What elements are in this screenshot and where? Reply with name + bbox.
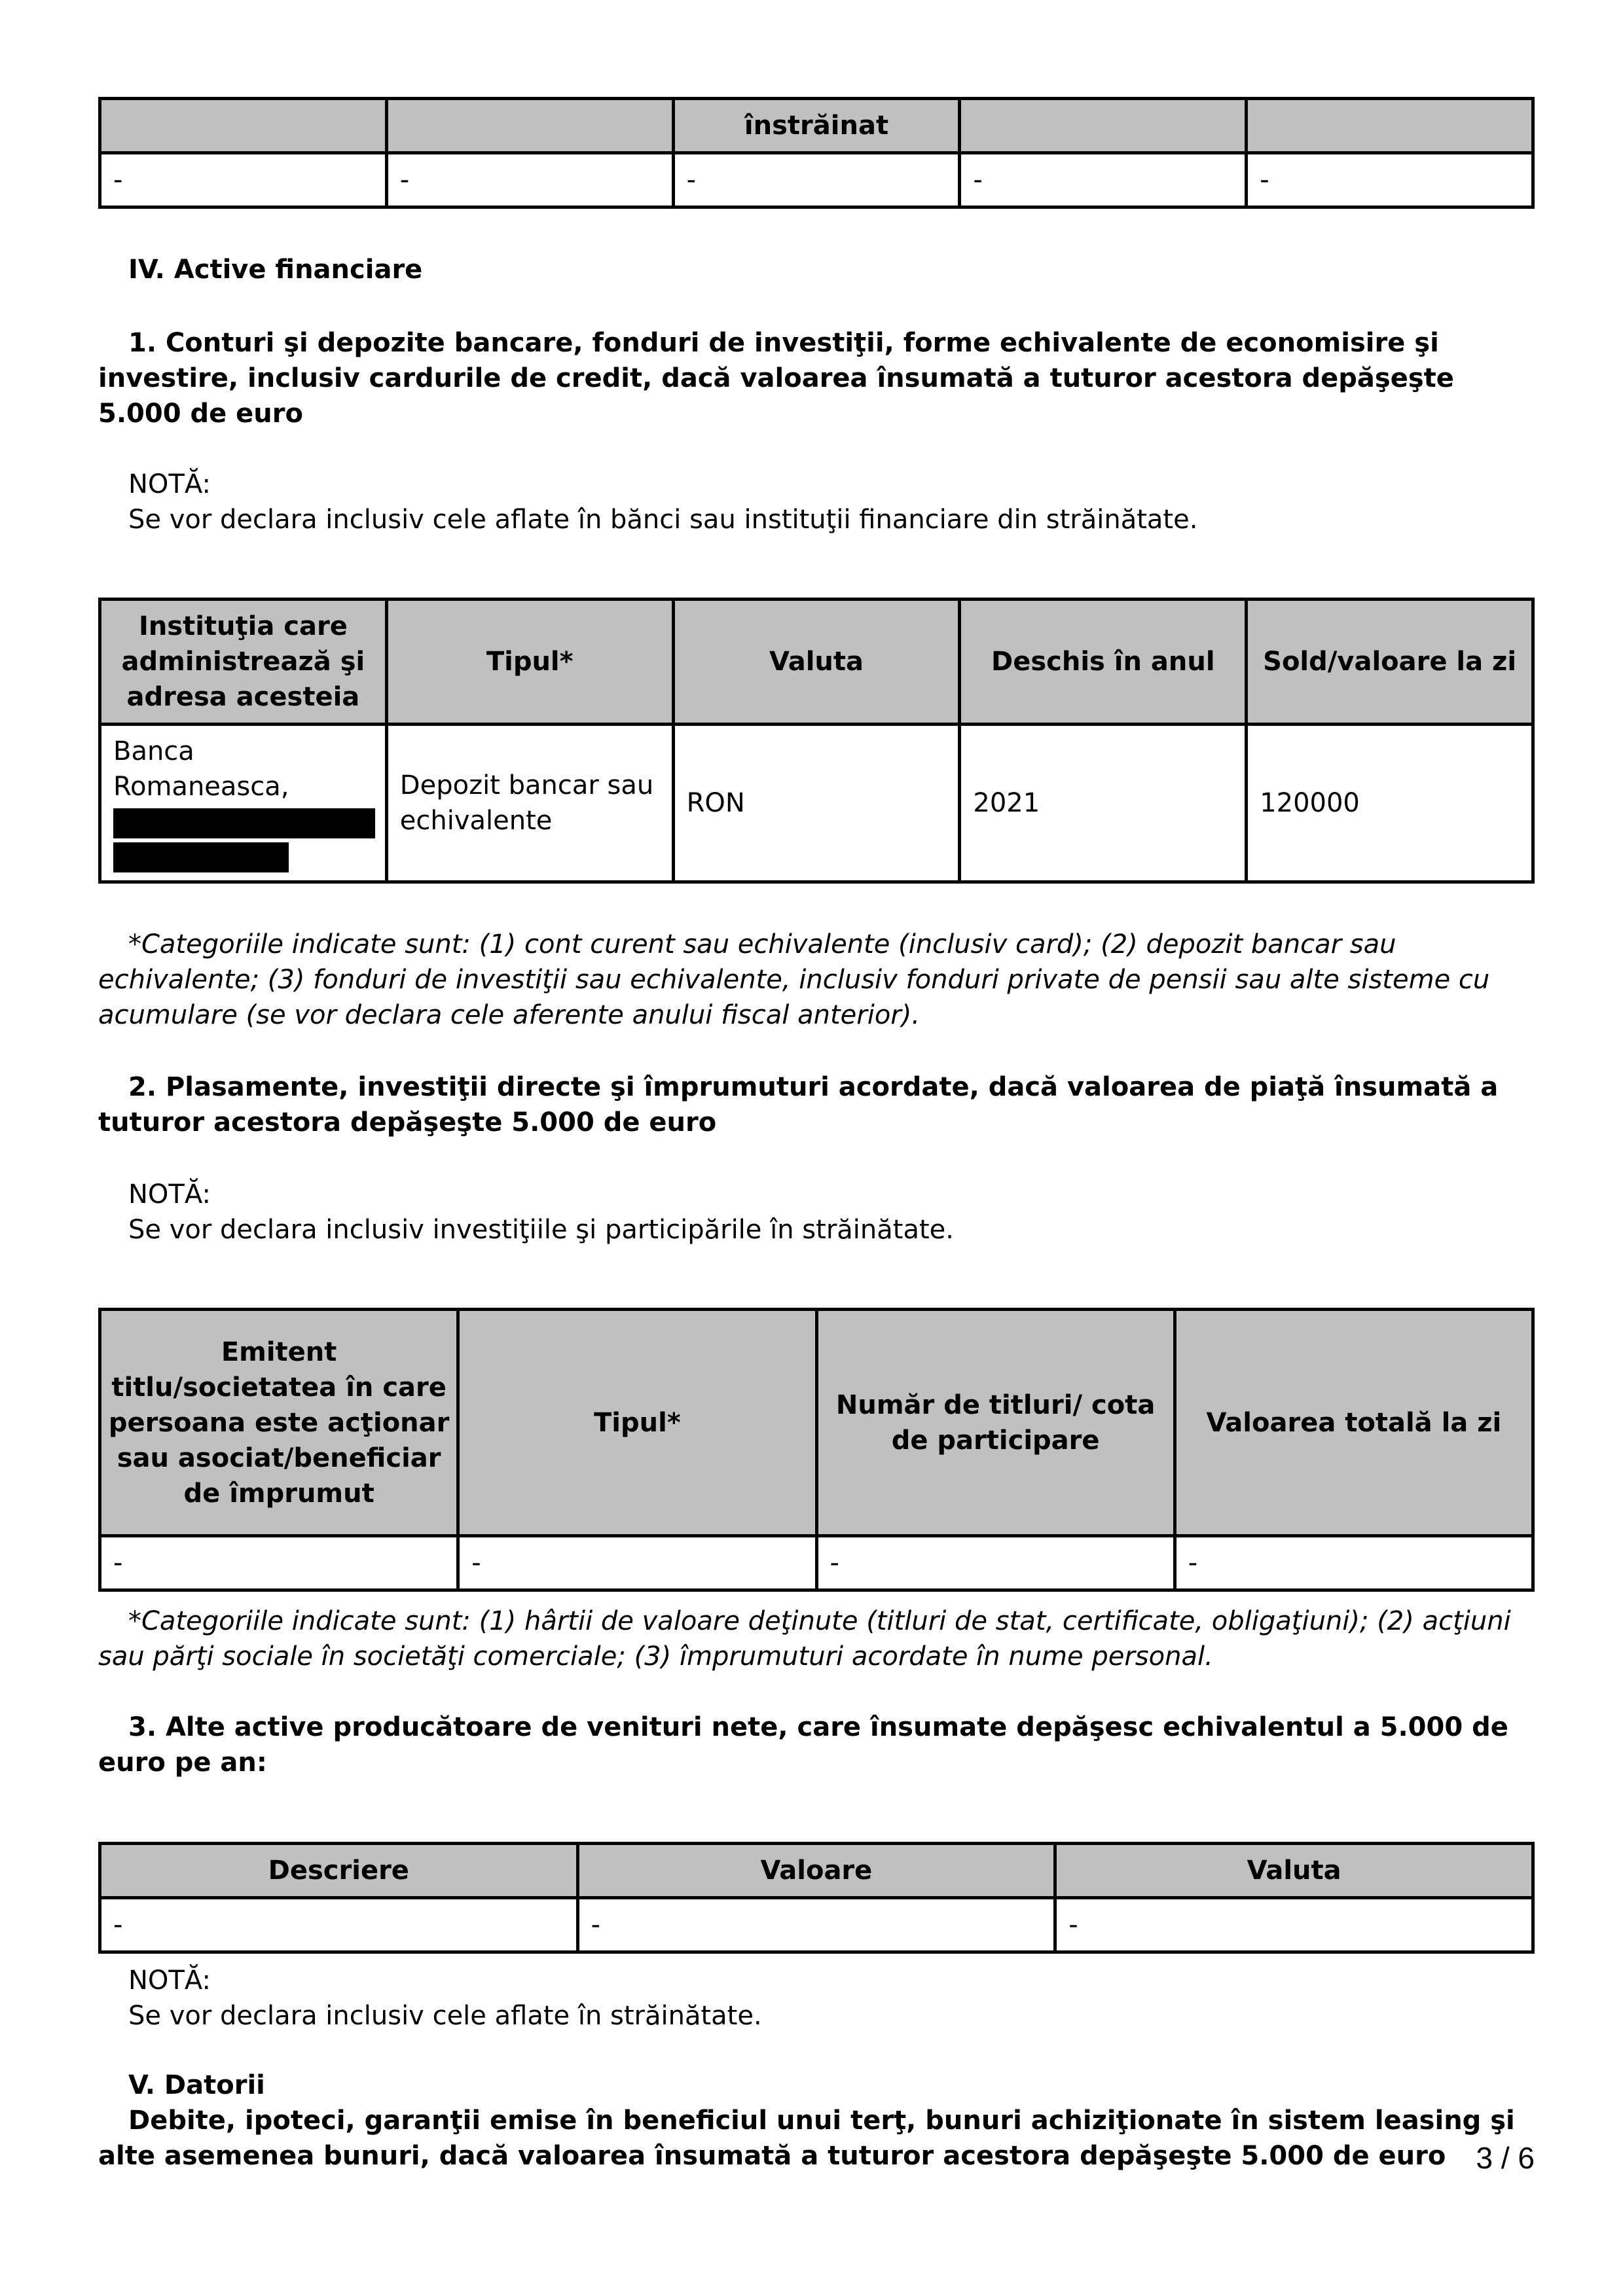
other-assets-table bbox=[98, 1842, 1535, 1954]
table-header-cell: Valoare bbox=[577, 1844, 1055, 1898]
table-header-cell: Tipul* bbox=[458, 1310, 816, 1536]
note-label: NOTĂ: bbox=[128, 1965, 211, 1996]
table-header-cell bbox=[386, 99, 673, 153]
table-header-cell bbox=[1247, 99, 1533, 153]
note-label: NOTĂ: bbox=[128, 1179, 211, 1210]
table-header-cell: Tipul* bbox=[386, 600, 673, 725]
balance-cell: 120000 bbox=[1247, 725, 1533, 882]
item2-footnote: *Categoriile indicate sunt: (1) hârtii de valoare deţinute (titluri de stat, certificate, obligaţiuni); (2) acţiuni sau părţi sociale în societăţi comerciale; (3) împrumuturi acordate în nume personal. bbox=[98, 1606, 1511, 1672]
note-label: NOTĂ: bbox=[128, 469, 211, 499]
type-cell: Depozit bancar sau echivalente bbox=[386, 725, 673, 882]
page-number: 3 / 6 bbox=[1476, 2141, 1535, 2175]
institution-cell bbox=[100, 725, 387, 882]
institution-name: Banca Romaneasca, bbox=[113, 736, 289, 802]
document-page bbox=[98, 97, 1535, 2174]
section5-text: Debite, ipoteci, garanţii emise în beneficiul unui terţ, bunuri achiziţionate în sistem leasing şi alte asemenea bunuri, dacă valoarea însumată a tuturor acestora depăşeşte 5.000 de euro bbox=[98, 2106, 1515, 2171]
item1-note: Se vor declara inclusiv cele aflate în bănci sau instituţii financiare din străinătate. bbox=[128, 505, 1198, 535]
table-header-cell: Instituţia care administrează şi adresa acesteia bbox=[100, 600, 387, 725]
currency-cell: RON bbox=[673, 725, 960, 882]
item3-note: Se vor declara inclusiv cele aflate în străinătate. bbox=[128, 2001, 762, 2031]
redaction-bar bbox=[113, 842, 289, 872]
item2-note: Se vor declara inclusiv investiţiile şi participările în străinătate. bbox=[128, 1215, 954, 1245]
table-header-cell bbox=[960, 99, 1247, 153]
table-header-cell: înstrăinat bbox=[673, 99, 960, 153]
table-cell: - bbox=[673, 153, 960, 207]
investments-table bbox=[98, 1308, 1535, 1592]
year-cell: 2021 bbox=[960, 725, 1247, 882]
table-header-cell: Valuta bbox=[1055, 1844, 1533, 1898]
table-cell: - bbox=[960, 153, 1247, 207]
bank-accounts-table bbox=[98, 598, 1535, 884]
item3-title: 3. Alte active producătoare de venituri nete, care însumate depăşesc echivalentul a 5.000 de euro pe an: bbox=[98, 1712, 1508, 1778]
table-header-cell bbox=[100, 99, 387, 153]
section-title-active-financiare: IV. Active financiare bbox=[128, 255, 423, 285]
table-header-cell: Sold/valoare la zi bbox=[1247, 600, 1533, 725]
table-cell: - bbox=[386, 153, 673, 207]
section-title-datorii: V. Datorii bbox=[128, 2070, 265, 2100]
table-cell: - bbox=[1247, 153, 1533, 207]
table-header-cell: Număr de titluri/ cota de participare bbox=[816, 1310, 1175, 1536]
redaction-bar bbox=[113, 808, 375, 838]
item1-footnote: *Categoriile indicate sunt: (1) cont curent sau echivalente (inclusiv card); (2) depozit bancar sau echivalente; (3) fonduri de investiţii sau echivalente, inclusiv fonduri private de pensii sau alte sisteme cu acumulare (se vor declara cele aferente anului fiscal anterior). bbox=[98, 929, 1490, 1030]
table-cell: - bbox=[1175, 1536, 1533, 1590]
alienated-assets-table bbox=[98, 97, 1535, 209]
item1-title: 1. Conturi şi depozite bancare, fonduri de investiţii, forme echivalente de economisire şi investire, inclusiv cardurile de credit, dacă valoarea însumată a tuturor acestora depăşeşte 5.000 de euro bbox=[98, 328, 1454, 429]
table-cell: - bbox=[458, 1536, 816, 1590]
table-header-cell: Valoarea totală la zi bbox=[1175, 1310, 1533, 1536]
table-cell: - bbox=[100, 1536, 458, 1590]
table-cell: - bbox=[100, 153, 387, 207]
table-cell: - bbox=[1055, 1898, 1533, 1952]
table-cell: - bbox=[100, 1898, 578, 1952]
table-header-cell: Deschis în anul bbox=[960, 600, 1247, 725]
table-header-cell: Descriere bbox=[100, 1844, 578, 1898]
table-header-cell: Emitent titlu/societatea în care persoana este acţionar sau asociat/beneficiar de împrumut bbox=[100, 1310, 458, 1536]
table-cell: - bbox=[577, 1898, 1055, 1952]
table-cell: - bbox=[816, 1536, 1175, 1590]
table-header-cell: Valuta bbox=[673, 600, 960, 725]
item2-title: 2. Plasamente, investiţii directe şi împrumuturi acordate, dacă valoarea de piaţă însumată a tuturor acestora depăşeşte 5.000 de euro bbox=[98, 1072, 1499, 1138]
